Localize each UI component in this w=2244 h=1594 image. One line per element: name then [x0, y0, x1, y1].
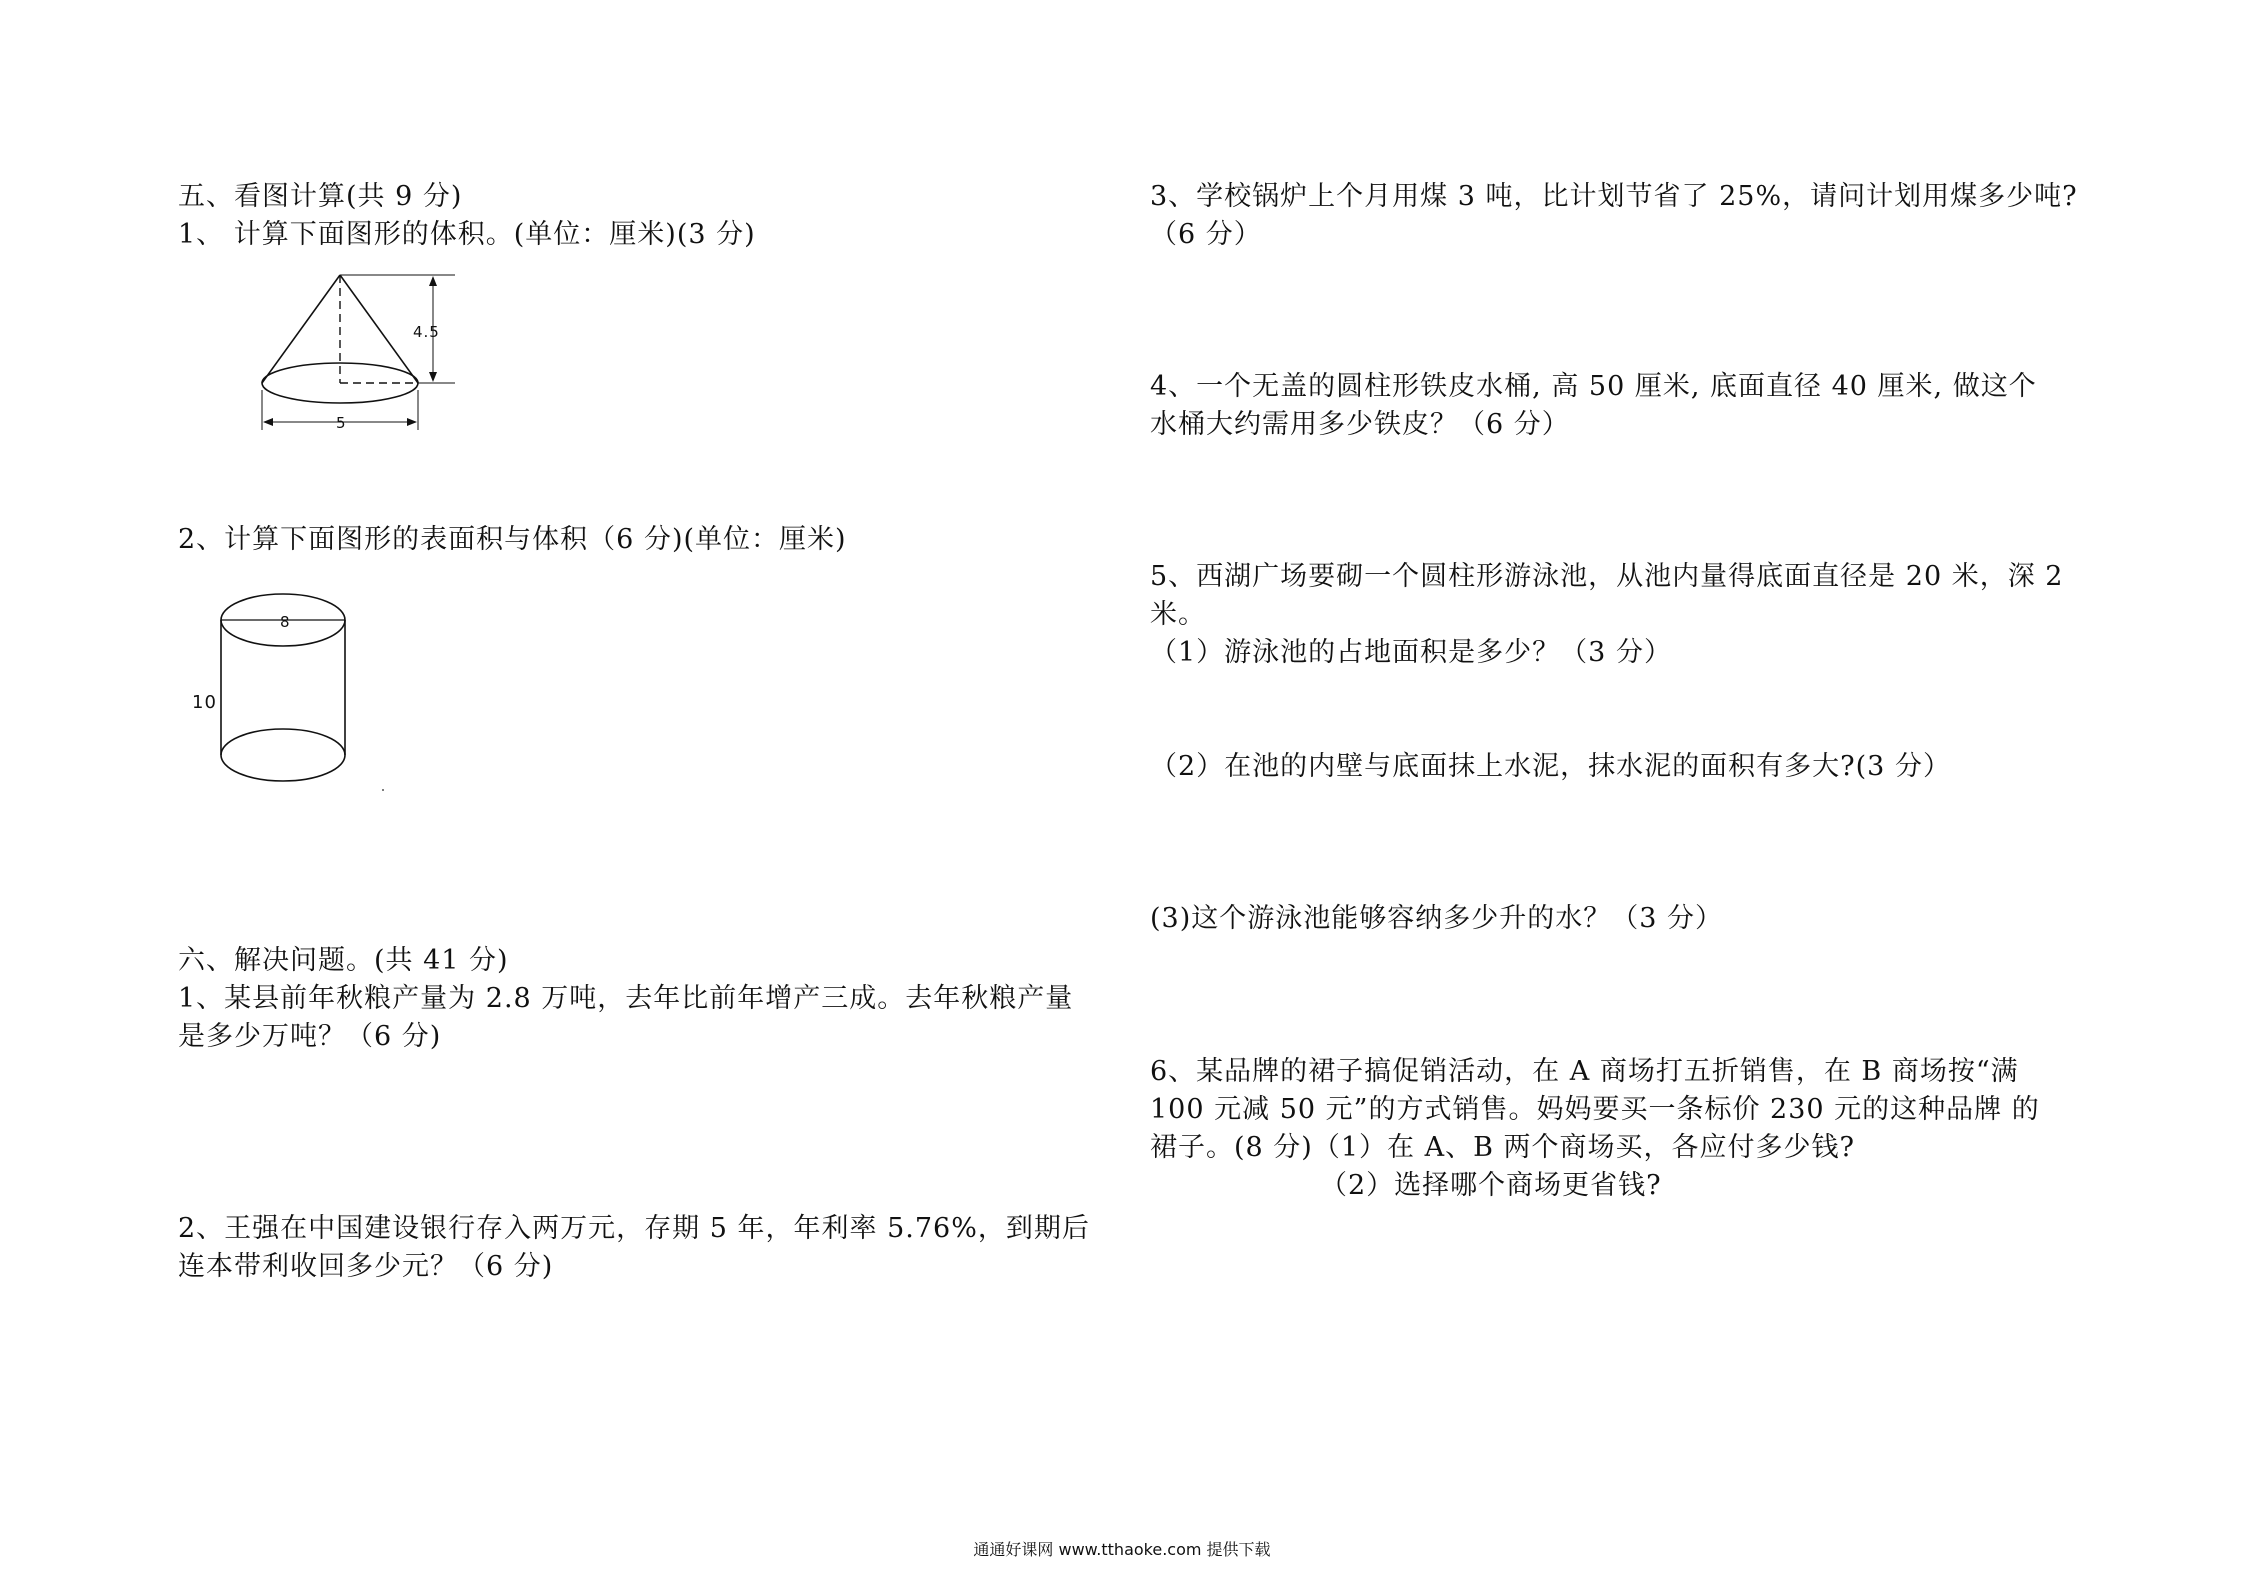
section6-q5-sub2: （2）在池的内壁与底面抹上水泥，抹水泥的面积有多大?(3 分） — [1150, 751, 1951, 782]
cone-figure — [255, 270, 455, 440]
section6-q2-line2: 连本带利收回多少元？（6 分) — [178, 1251, 554, 1282]
section6-q5-sub1: （1）游泳池的占地面积是多少？（3 分） — [1150, 637, 1672, 668]
cylinder-height-label: 10 — [192, 692, 217, 713]
section5-heading: 五、看图计算(共 9 分) — [178, 181, 463, 212]
section5-q2: 2、计算下面图形的表面积与体积（6 分)(单位：厘米) — [178, 524, 847, 555]
section6-q6-line4: （2）选择哪个商场更省钱? — [1320, 1170, 1662, 1201]
section6-q4-line1: 4、一个无盖的圆柱形铁皮水桶, 高 50 厘米, 底面直径 40 厘米, 做这个 — [1150, 371, 2037, 402]
section6-q2-line1: 2、王强在中国建设银行存入两万元，存期 5 年，年利率 5.76%，到期后 — [178, 1213, 1090, 1244]
cylinder-figure — [218, 590, 368, 790]
cone-height-label: 4.5 — [413, 323, 440, 341]
section6-q5-line2: 米。 — [1150, 599, 1206, 630]
section6-q1-line1: 1、某县前年秋粮产量为 2.8 万吨，去年比前年增产三成。去年秋粮产量 — [178, 983, 1074, 1014]
cylinder-diameter-label: 8 — [280, 613, 291, 631]
section6-heading: 六、解决问题。(共 41 分) — [178, 945, 509, 976]
footer-source: 通通好课网 www.tthaoke.com 提供下载 — [973, 1540, 1271, 1559]
cone-diameter-label: 5 — [336, 414, 347, 432]
section6-q6-line3: 裙子。(8 分)（1）在 A、B 两个商场买，各应付多少钱? — [1150, 1132, 1855, 1163]
section6-q3-line1: 3、学校锅炉上个月用煤 3 吨，比计划节省了 25%，请问计划用煤多少吨? — [1150, 181, 2078, 212]
section6-q6-line2: 100 元减 50 元”的方式销售。妈妈要买一条标价 230 元的这种品牌 的 — [1150, 1094, 2040, 1125]
section6-q4-line2: 水桶大约需用多少铁皮？（6 分） — [1150, 409, 1570, 440]
section6-q6-line1: 6、某品牌的裙子搞促销活动，在 A 商场打五折销售，在 B 商场按“满 — [1150, 1056, 2019, 1087]
section6-q1-line2: 是多少万吨？（6 分) — [178, 1021, 442, 1052]
section5-q1: 1、 计算下面图形的体积。(单位：厘米)(3 分) — [178, 219, 756, 250]
section6-q3-line2: （6 分） — [1150, 219, 1262, 250]
section6-q5-line1: 5、西湖广场要砌一个圆柱形游泳池，从池内量得底面直径是 20 米，深 2 — [1150, 561, 2064, 592]
section6-q5-sub3: (3)这个游泳池能够容纳多少升的水？（3 分） — [1150, 903, 1724, 934]
